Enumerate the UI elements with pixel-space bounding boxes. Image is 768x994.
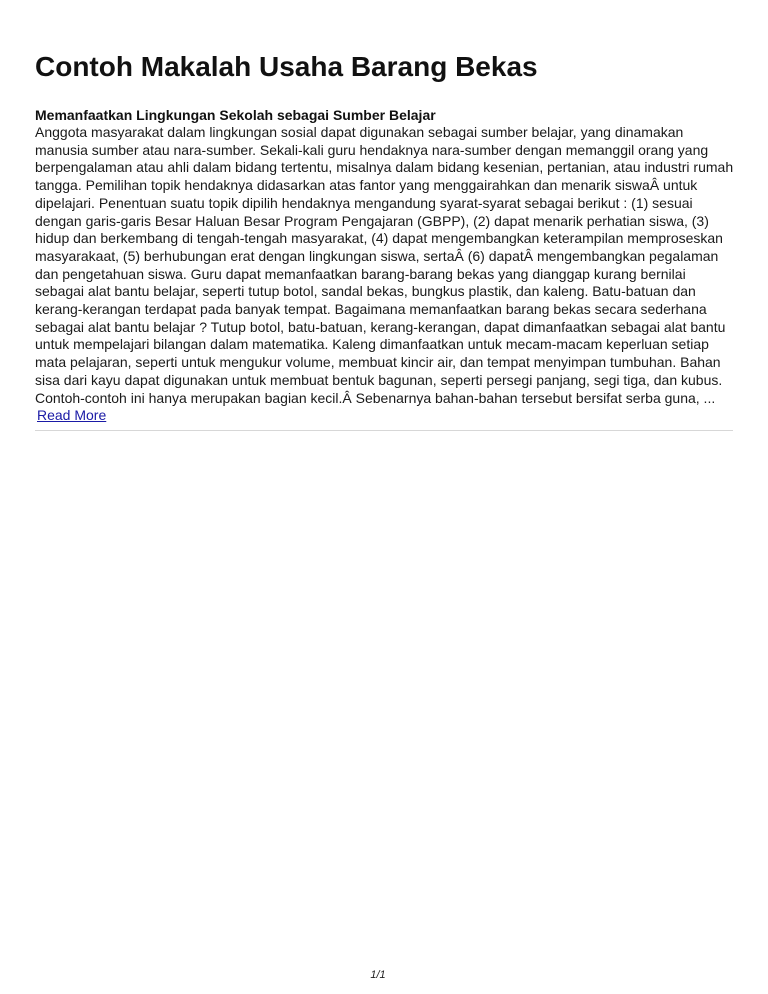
- article-body-line: sisa dari kayu dapat digunakan untuk membuat bentuk bagunan, seperti persegi panjang, segi tiga, dan kubus.: [35, 371, 723, 388]
- article-body: [35, 124, 735, 407]
- article-body-line: masyarakaat, (5) berhubungan erat dengan lingkungan siswa, sertaÂ (6) dapatÂ mengembangkan pegalaman: [35, 247, 719, 264]
- article-body-line: sebagai alat bantu belajar ? Tutup botol, batu-batuan, kerang-kerangan, dapat dimanfaatkan sebagai alat bantu: [35, 318, 726, 335]
- page-number: 1/1: [370, 969, 386, 981]
- article-body-line: tangga. Pemilihan topik hendaknya didasarkan atas fantor yang menggairahkan dan menarik siswaÂ untuk: [35, 177, 698, 194]
- article-body-line: manusia sumber atau nara-sumber. Sekali-kali guru hendaknya nara-sumber dengan memanggil orang yang: [35, 141, 709, 158]
- article-body-line: dipelajari. Penentuan suatu topik dipilih hendaknya mengandung syarat-syarat sebagai berikut : (1) sesuai: [35, 194, 693, 211]
- article-body-line: kerang-kerangan terdapat pada banyak tempat. Bagaimana memanfaatkan barang bekas secara sederhana: [35, 301, 707, 318]
- page-title: Contoh Makalah Usaha Barang Bekas: [35, 51, 538, 82]
- read-more-link[interactable]: Read More: [37, 407, 107, 424]
- article-body-line: sebagai alat bantu belajar, seperti tutup botol, sandal bekas, bungkus plastik, dan kaleng. Batu-batuan dan: [35, 283, 696, 300]
- article-body-line: Contoh-contoh ini hanya merupakan bagian kecil.Â Sebenarnya bahan-bahan tersebut bersifat serba guna, ...: [35, 389, 716, 406]
- read-more-container: [35, 407, 735, 425]
- article-heading: Memanfaatkan Lingkungan Sekolah sebagai Sumber Belajar: [35, 107, 436, 123]
- article: [35, 106, 735, 425]
- divider: [35, 430, 733, 431]
- article-body-line: mata pelajaran, seperti untuk mengukur volume, membuat kincir air, dan tempat menyimpan tumbuhan. Bahan: [35, 354, 721, 371]
- article-body-line: untuk mempelajari bilangan dalam matematika. Kaleng dimanfaatkan untuk mecam-macam keperluan setiap: [35, 336, 709, 353]
- article-body-line: dan pengetahuan siswa. Guru dapat memanfaatkan barang-barang bekas yang dianggap kurang bernilai: [35, 265, 686, 282]
- article-body-line: dengan garis-garis Besar Haluan Besar Program Pengajaran (GBPP), (2) dapat menarik perhatian siswa, (3): [35, 212, 709, 229]
- article-body-line: berpengalaman atau ahli dalam bidang tertentu, misalnya dalam bidang kesenian, pertanian, atau industri rumah: [35, 159, 734, 176]
- article-body-line: hidup dan berkembang di tengah-tengah masyarakat, (4) dapat mengembangkan keterampilan memproseskan: [35, 230, 723, 247]
- article-body-line: Anggota masyarakat dalam lingkungan sosial dapat digunakan sebagai sumber belajar, yang dinamakan: [35, 124, 684, 140]
